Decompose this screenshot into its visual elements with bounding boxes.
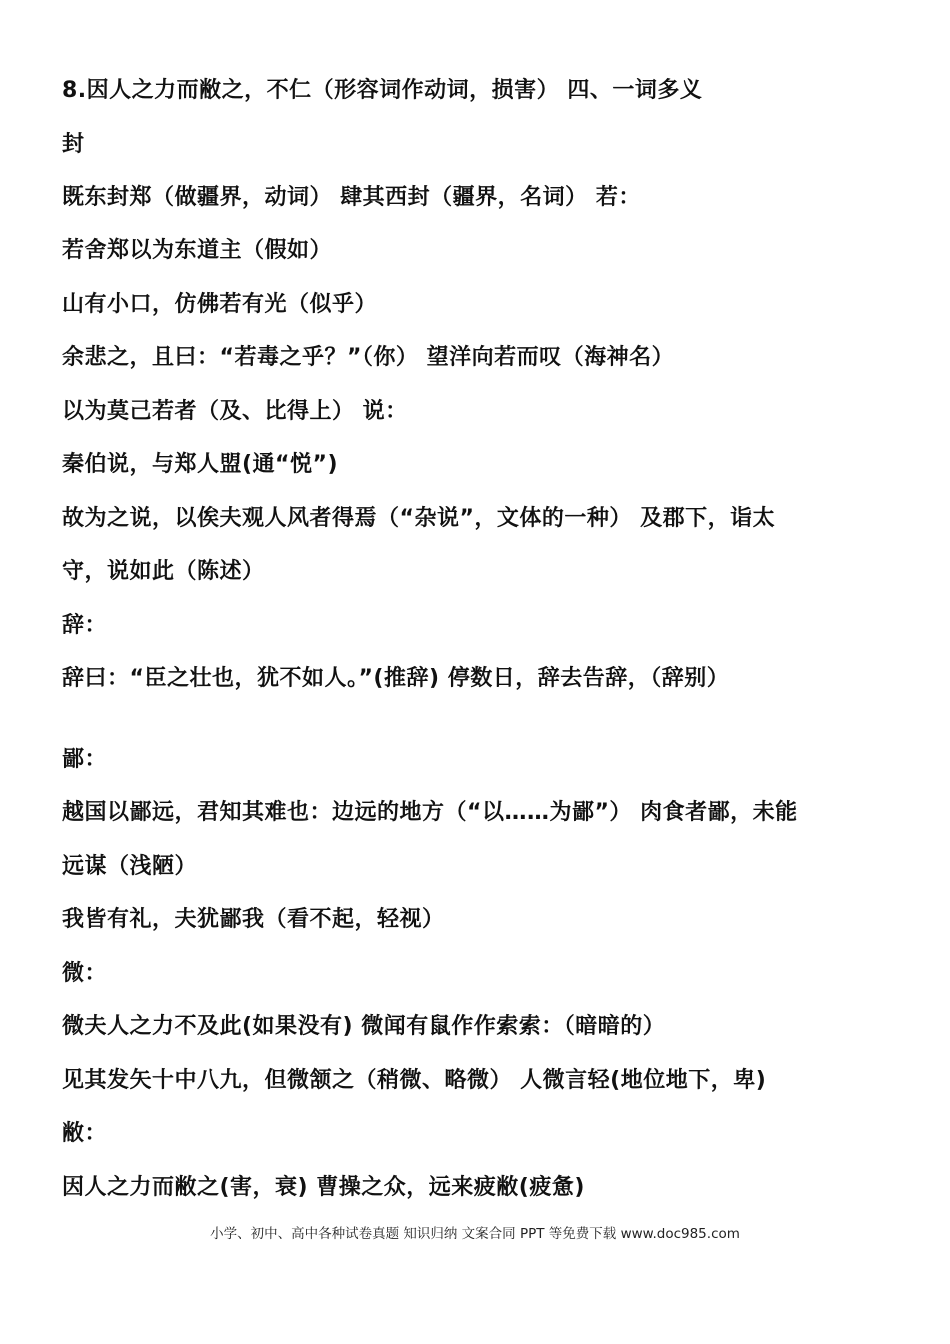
text-line-5: 山有小口，仿佛若有光（似乎）	[62, 292, 378, 317]
text-line-8: 秦伯说，与郑人盟(通“悦”)	[62, 452, 339, 477]
text-line-7: 以为莫己若者（及、比得上） 说：	[62, 399, 408, 424]
text-line-11: 辞：	[62, 613, 108, 638]
text-line-1: 8.因人之力而敝之，不仁（形容词作动词，损害） 四、一词多义	[62, 78, 703, 103]
text-line-20: 敝：	[62, 1121, 108, 1146]
text-line-2: 封	[62, 132, 85, 157]
text-line-21: 因人之力而敝之(害，衰) 曹操之众，远来疲敝(疲惫)	[62, 1175, 585, 1200]
text-line-15: 远谋（浅陋）	[62, 854, 198, 879]
text-line-13: 鄙：	[62, 747, 108, 772]
text-line-12: 辞曰：“臣之壮也，犹不如人。”(推辞) 停数日，辞去告辞，（辞别）	[62, 666, 730, 691]
text-line-3: 既东封郑（做疆界，动词） 肆其西封（疆界，名词） 若：	[62, 185, 641, 210]
text-line-18: 微夫人之力不及此(如果没有) 微闻有鼠作作索索：（暗暗的）	[62, 1014, 666, 1039]
text-line-4: 若舍郑以为东道主（假如）	[62, 238, 333, 263]
text-line-17: 微：	[62, 961, 108, 986]
text-line-16: 我皆有礼，夫犹鄙我（看不起，轻视）	[62, 907, 445, 932]
text-line-6: 余悲之，且曰：“若毒之乎？”（你） 望洋向若而叹（海神名）	[62, 345, 675, 370]
text-line-10: 守，说如此（陈述）	[62, 559, 265, 584]
text-line-9: 故为之说，以俟夫观人风者得焉（“杂说”，文体的一种） 及郡下，诣太	[62, 506, 776, 531]
page-footer: 小学、初中、高中各种试卷真题 知识归纳 文案合同 PPT 等免费下载 www.doc985.com	[210, 1226, 740, 1242]
text-line-14: 越国以鄙远，君知其难也：边远的地方（“以……为鄙”） 肉食者鄙，未能	[62, 800, 798, 825]
text-line-19: 见其发矢十中八九，但微颔之（稍微、略微） 人微言轻(地位地下，卑)	[62, 1068, 767, 1093]
